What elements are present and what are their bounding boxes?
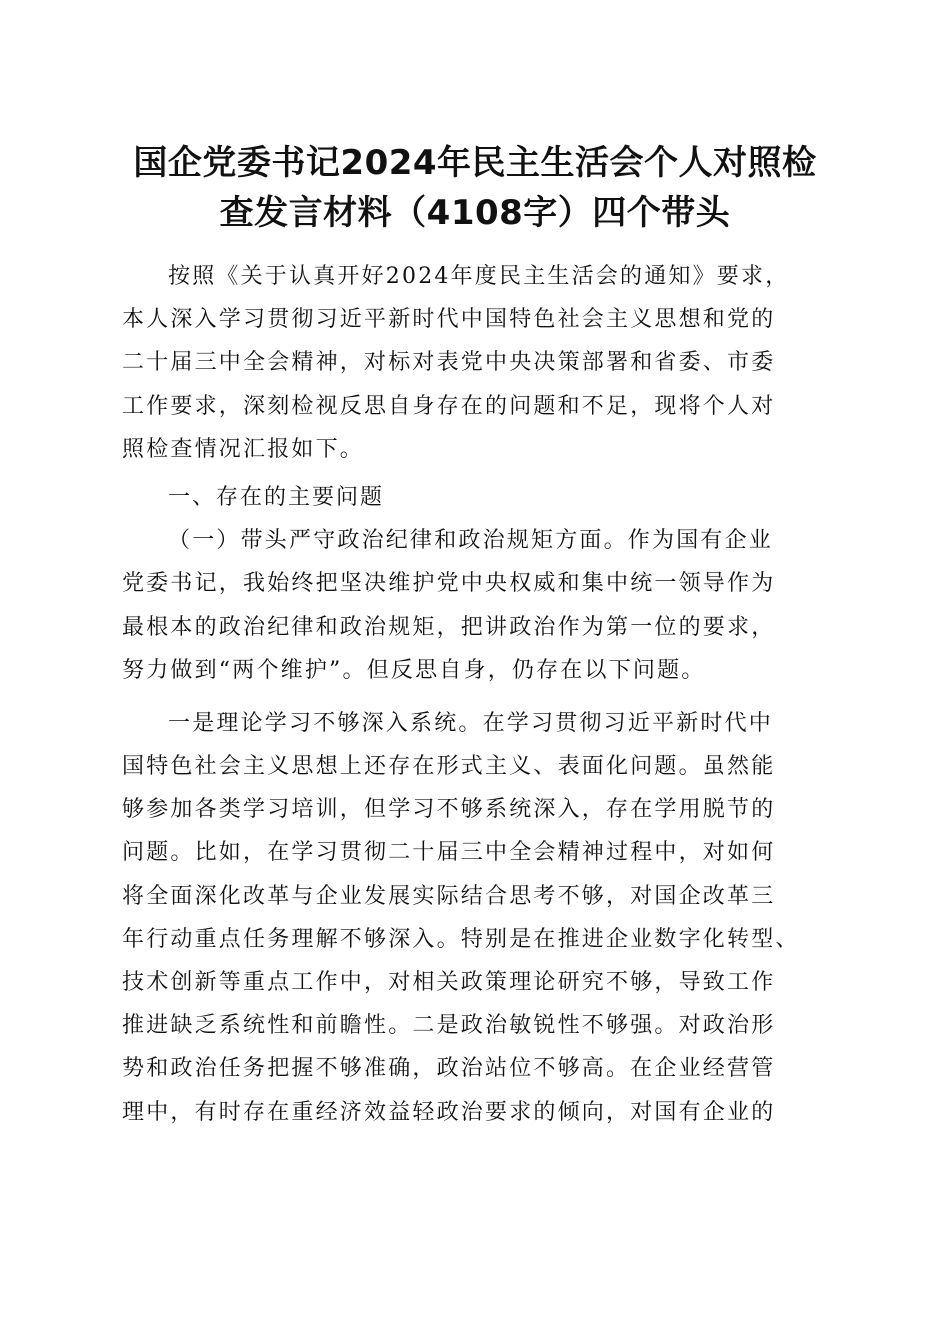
paragraph-line: 国特色社会主义思想上还存在形式主义、表面化问题。虽然能 bbox=[122, 754, 776, 780]
document-body bbox=[122, 255, 822, 1134]
paragraph-line: （一）带头严守政治纪律和政治规矩方面。作为国有企业 bbox=[168, 528, 774, 554]
section-heading: 一、存在的主要问题 bbox=[168, 484, 385, 510]
document-title bbox=[100, 138, 850, 238]
title-line: 国企党委书记2024年民主生活会个人对照检 bbox=[133, 143, 817, 183]
paragraph-line: 二十届三中全会精神，对标对表党中央决策部署和省委、市委 bbox=[122, 350, 776, 376]
paragraph-line: 按照《关于认真开好2024年度民主生活会的通知》要求， bbox=[168, 264, 790, 289]
paragraph-line: 年行动重点任务理解不够深入。特别是在推进企业数字化转型、 bbox=[122, 926, 800, 952]
title-line: 查发言材料（4108字）四个带头 bbox=[219, 193, 731, 233]
paragraph-line: 最根本的政治纪律和政治规矩，把讲政治作为第一位的要求， bbox=[122, 614, 776, 640]
spacer bbox=[122, 692, 822, 702]
paragraph-line: 势和政治任务把握不够准确，政治站位不够高。在企业经营管 bbox=[122, 1056, 776, 1082]
paragraph-line: 照检查情况汇报如下。 bbox=[122, 436, 365, 462]
paragraph-line: 党委书记，我始终把坚决维护党中央权威和集中统一领导作为 bbox=[122, 571, 776, 597]
paragraph-line: 技术创新等重点工作中，对相关政策理论研究不够，导致工作 bbox=[122, 970, 776, 995]
paragraph-line: 问题。比如，在学习贯彻二十届三中全会精神过程中，对如何 bbox=[122, 840, 776, 866]
paragraph-line: 推进缺乏系统性和前瞻性。二是政治敏锐性不够强。对政治形 bbox=[122, 1013, 776, 1039]
paragraph-line: 一是理论学习不够深入系统。在学习贯彻习近平新时代中 bbox=[168, 710, 774, 736]
paragraph-line: 工作要求，深刻检视反思自身存在的问题和不足，现将个人对 bbox=[122, 393, 776, 419]
paragraph-line: 将全面深化改革与企业发展实际结合思考不够，对国企改革三 bbox=[122, 883, 776, 909]
paragraph-line: 本人深入学习贯彻习近平新时代中国特色社会主义思想和党的 bbox=[122, 307, 776, 333]
paragraph-line: 够参加各类学习培训，但学习不够系统深入，存在学用脱节的 bbox=[122, 797, 776, 823]
paragraph-line: 理中，有时存在重经济效益轻政治要求的倾向，对国有企业的 bbox=[122, 1099, 776, 1125]
paragraph-line: 努力做到“两个维护”。但反思自身，仍存在以下问题。 bbox=[122, 657, 706, 683]
